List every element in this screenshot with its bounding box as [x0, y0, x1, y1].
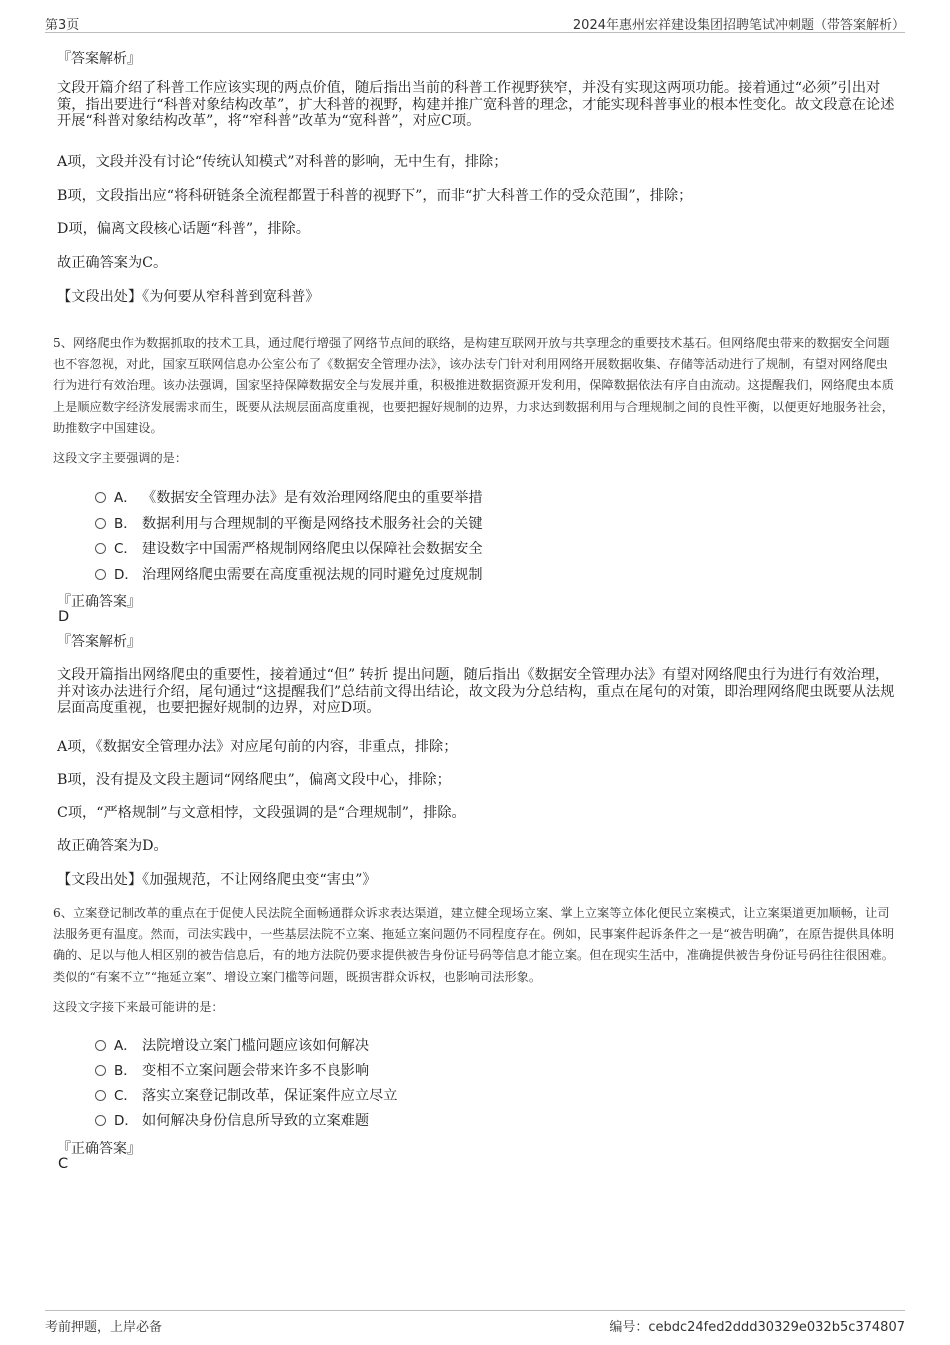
question-5-prompt: 这段文字主要强调的是： [53, 451, 188, 465]
q6-option-a[interactable]: A． 法院增设立案门槛问题应该如何解决 [95, 1034, 369, 1054]
option-text: 落实立案登记制改革，保证案件应立尽立 [142, 1088, 398, 1104]
option-text: 数据利用与合理规制的平衡是网络技术服务社会的关键 [142, 516, 483, 532]
question-5-text: 5、网络爬虫作为数据抓取的技术工具，通过爬行增强了网络节点间的联络，是构建互联网开放与共享理念的重要技术基石。但网络爬虫带来的数据安全问题也不容忽视，对此，国家互联网信息办公室公布了《数据安全管理办法》，该办法专门针对利用网络开展数据收集、存储等活动进行了规制，有望对网络爬虫行为进行有效治理。该办法强调，国家坚持保障数据安全与发展并重，积极推进数据资源开发利用，保障数据依法有序自由流动。这提醒我们，网络爬虫本质上是顺应数字经济发展需求而生，既要从法规层面高度重视，也要把握好规制的边界，力求达到数据利用与合理规制之间的良性平衡，以便更好地服务社会，助推数字中国建设。 [53, 336, 894, 435]
q5-option-a[interactable]: A． 《数据安全管理办法》是有效治理网络爬虫的重要举措 [95, 486, 483, 506]
q6-option-b[interactable]: B． 变相不立案问题会带来许多不良影响 [95, 1059, 369, 1079]
analysis-option-b: B项，文段指出应“将科研链条全流程都置于科普的视野下”，而非“扩大科普工作的受众范围”，排除； [57, 188, 693, 204]
radio-icon[interactable] [95, 1090, 106, 1101]
q5-option-c[interactable]: C． 建设数字中国需严格规制网络爬虫以保障社会数据安全 [95, 537, 483, 557]
page-number: 第3页 [45, 18, 80, 33]
analysis-option-a: A项，文段并没有讨论“传统认知模式”对科普的影响，无中生有，排除； [57, 154, 508, 170]
footer-slogan: 考前押题，上岸必备 [45, 1320, 163, 1335]
analysis-body: 文段开篇介绍了科普工作应该实现的两点价值，随后指出当前的科普工作视野狭窄，并没有实现这两项功能。接着通过“必须”引出对策，指出要进行“科普对象结构改革”，扩大科普的视野，构建并推广宽科普的理念，才能实现科普事业的根本性变化。故文段意在论述开展“科普对象结构改革”，将“窄科普”改革为“宽科普”，对应C项。 [57, 80, 895, 129]
document-title: 2024年惠州宏祥建设集团招聘笔试冲刺题（带答案解析） [572, 18, 905, 33]
radio-icon[interactable] [95, 569, 106, 580]
analysis-body: 文段开篇指出网络爬虫的重要性，接着通过“但” 转折 提出问题，随后指出《数据安全管理办法》有望对网络爬虫行为进行有效治理，并对该办法进行介绍，尾句通过“这提醒我们”总结前文得出结论，故文段为分总结构，重点在尾句的对策，即治理网络爬虫既要从法规层面高度重视，也要把握好规制的边界，对应D项。 [57, 667, 895, 716]
analysis-option-a: A项，《数据安全管理办法》对应尾句前的内容，非重点，排除； [57, 739, 458, 755]
page-footer [45, 1310, 905, 1335]
analysis-label: 『答案解析』 [57, 634, 141, 650]
correct-answer-label: 『正确答案』 [57, 594, 141, 610]
option-text: 变相不立案问题会带来许多不良影响 [142, 1063, 370, 1079]
document-id: 编号：cebdc24fed2ddd30329e032b5c374807 [609, 1320, 905, 1335]
analysis-option-b: B项，没有提及文段主题词“网络爬虫”，偏离文段中心，排除； [57, 772, 451, 788]
analysis-source: 【文段出处】《加强规范，不让网络爬虫变“害虫”》 [57, 872, 377, 888]
analysis-conclusion: 故正确答案为D。 [57, 838, 168, 854]
radio-icon[interactable] [95, 543, 106, 554]
radio-icon[interactable] [95, 1065, 106, 1076]
q5-option-b[interactable]: B． 数据利用与合理规制的平衡是网络技术服务社会的关键 [95, 512, 483, 532]
q6-option-d[interactable]: D． 如何解决身份信息所导致的立案难题 [95, 1109, 369, 1129]
correct-answer: D [58, 609, 70, 625]
option-text: 法院增设立案门槛问题应该如何解决 [142, 1038, 370, 1054]
option-text: 《数据安全管理办法》是有效治理网络爬虫的重要举措 [142, 490, 483, 506]
correct-answer-label: 『正确答案』 [57, 1141, 141, 1157]
radio-icon[interactable] [95, 492, 106, 503]
correct-answer: C [58, 1156, 69, 1172]
radio-icon[interactable] [95, 1040, 106, 1051]
analysis-source: 【文段出处】《为何要从窄科普到宽科普》 [57, 289, 320, 305]
analysis-option-d: D项，偏离文段核心话题“科普”，排除。 [57, 221, 310, 237]
option-text: 治理网络爬虫需要在高度重视法规的同时避免过度规制 [142, 567, 483, 583]
question-6-text: 6、立案登记制改革的重点在于促使人民法院全面畅通群众诉求表达渠道，建立健全现场立案、掌上立案等立体化便民立案模式，让立案渠道更加顺畅，让司法服务更有温度。然而，司法实践中，一些基层法院不立案、拖延立案问题仍不同程度存在。例如，民事案件起诉条件之一是“被告明确”，在原告提供具体明确的、足以与他人相区别的被告信息后，有的地方法院仍要求提供被告身份证号码等信息才能立案。但在现实生活中，准确提供被告身份证号码往往很困难。类似的“有案不立”“拖延立案”、增设立案门槛等问题，既损害群众诉权，也影响司法形象。 [53, 906, 895, 984]
page-header [45, 10, 905, 33]
analysis-option-c: C项，“严格规制”与文意相悖，文段强调的是“合理规制”，排除。 [57, 805, 466, 821]
q5-option-d[interactable]: D． 治理网络爬虫需要在高度重视法规的同时避免过度规制 [95, 563, 483, 583]
analysis-conclusion: 故正确答案为C。 [57, 255, 168, 271]
option-text: 如何解决身份信息所导致的立案难题 [142, 1113, 370, 1129]
option-text: 建设数字中国需严格规制网络爬虫以保障社会数据安全 [142, 541, 483, 557]
analysis-label: 『答案解析』 [57, 51, 141, 67]
q6-option-c[interactable]: C． 落实立案登记制改革，保证案件应立尽立 [95, 1084, 397, 1104]
radio-icon[interactable] [95, 1115, 106, 1126]
radio-icon[interactable] [95, 518, 106, 529]
question-6-prompt: 这段文字接下来最可能讲的是： [53, 1000, 224, 1014]
